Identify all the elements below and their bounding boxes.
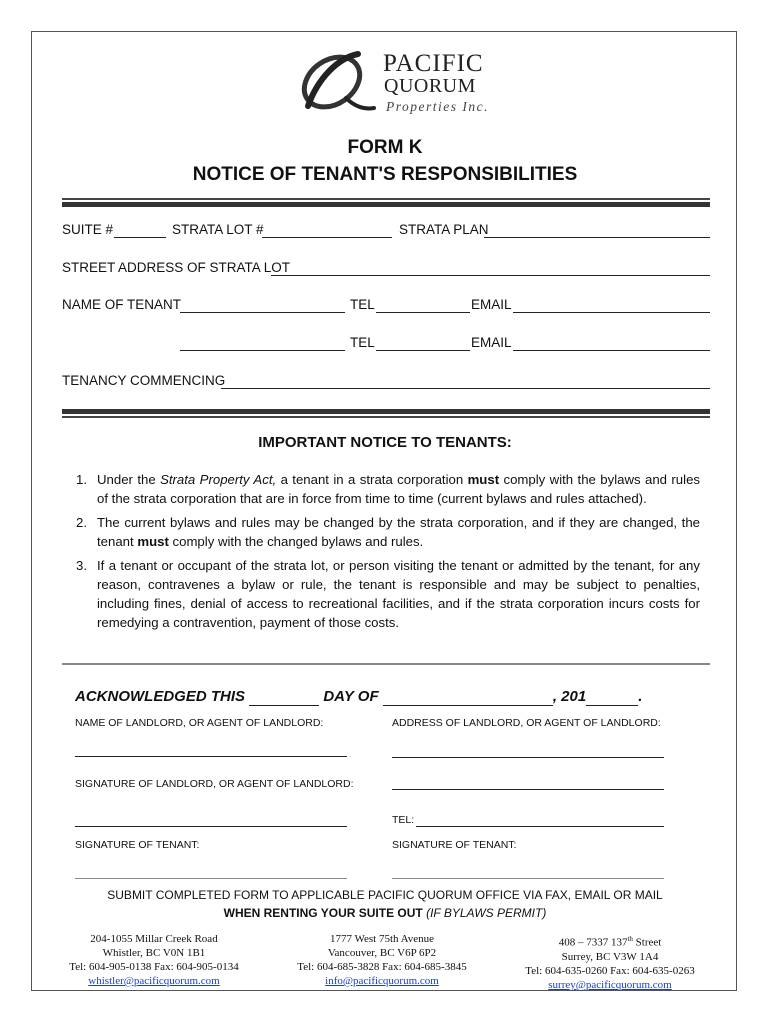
submit-instruction-bold: WHEN RENTING YOUR SUITE OUT [223, 906, 423, 920]
tenancy-commencing-input-line[interactable] [221, 388, 710, 389]
office-address: 1777 West 75th Avenue [329, 933, 435, 945]
submit-instruction-italic: (IF BYLAWS PERMIT) [422, 906, 547, 920]
ack-day-of: DAY OF [323, 688, 379, 705]
signature-tenant-right-input-line[interactable] [392, 878, 664, 879]
office-address [510, 932, 710, 950]
notice-bold-must: must [467, 472, 500, 487]
acknowledgement-line [75, 688, 642, 706]
ack-end: . [638, 688, 643, 705]
tenancy-commencing-label: TENANCY COMMENCING [62, 373, 226, 388]
office-address-post: Street [632, 936, 662, 949]
office-phones: Tel: 604-905-0138 Fax: 604-905-0134 [69, 961, 239, 973]
submit-instruction-1: SUBMIT COMPLETED FORM TO APPLICABLE PACIFIC QUORUM OFFICE VIA FAX, EMAIL OR MAIL [107, 888, 663, 902]
notice-item-2 [62, 513, 700, 551]
field-row-tenant-1 [62, 297, 710, 317]
pacific-quorum-logo-icon [288, 48, 378, 118]
strata-lot-input-line[interactable] [262, 237, 392, 238]
field-row-tenancy [62, 373, 710, 393]
office-phones: Tel: 604-635-0260 Fax: 604-635-0263 [525, 964, 695, 977]
ack-day-input-line[interactable] [249, 688, 319, 706]
notice-text: comply with the bylaws and rules of the strata corporation that are in force from time to time (current bylaws and rules attached). [97, 472, 700, 506]
office-vancouver [282, 932, 482, 988]
strata-plan-label: STRATA PLAN [399, 222, 489, 237]
signature-tenant-left-input-line[interactable] [75, 878, 347, 879]
logo-line-1: PACIFIC [383, 50, 484, 77]
street-address-label: STREET ADDRESS OF STRATA LOT [62, 260, 291, 275]
divider-mid-thick [62, 409, 710, 414]
form-subtitle: NOTICE OF TENANT'S RESPONSIBILITIES [192, 164, 578, 185]
strata-plan-input-line[interactable] [484, 237, 710, 238]
notice-heading: IMPORTANT NOTICE TO TENANTS: [258, 434, 512, 451]
notice-text: If a tenant or occupant of the strata lot, or person visiting the tenant or admitted by the tenant, for any reason, contravenes a bylaw or rule, the tenant is responsible and may be subject to penalties, including fines, denial of access to recreational facilities, and if the strata corporation incurs costs for remedying a contravention, payment of those costs. [97, 558, 700, 630]
signature-tenant-left-label: SIGNATURE OF TENANT: [75, 839, 200, 851]
address-landlord-input-line-2[interactable] [392, 789, 664, 790]
office-whistler [54, 932, 254, 988]
email-label: EMAIL [471, 297, 512, 312]
tenant-name-2-input-line[interactable] [180, 350, 345, 351]
notice-list [62, 470, 700, 637]
address-landlord-label: ADDRESS OF LANDLORD, OR AGENT OF LANDLORD: [392, 717, 661, 729]
tel-label-2: TEL [350, 335, 375, 350]
office-address-pre: 408 – 7337 137 [558, 936, 628, 949]
office-address-sup: th [627, 935, 633, 943]
office-surrey [510, 932, 710, 992]
notice-text: The current bylaws and rules may be changed by the strata corporation, and if they are changed, the tenant [97, 515, 700, 549]
divider-top-thin [62, 198, 710, 200]
street-address-input-line[interactable] [271, 275, 710, 276]
email-input-line[interactable] [513, 312, 710, 313]
field-row-street-address [62, 260, 710, 280]
notice-italic-act: Strata Property Act, [160, 472, 277, 487]
notice-item-3 [62, 556, 700, 632]
office-phones: Tel: 604-685-3828 Fax: 604-685-3845 [297, 961, 467, 973]
tel-input-line[interactable] [376, 312, 470, 313]
signature-landlord-label: SIGNATURE OF LANDLORD, OR AGENT OF LANDLORD: [75, 778, 354, 790]
divider-grey [62, 663, 710, 665]
notice-item-number: 3. [76, 558, 87, 573]
form-title: FORM K [347, 137, 423, 158]
office-email-link[interactable]: info@pacificquorum.com [325, 975, 439, 987]
notice-item-1 [62, 470, 700, 508]
tel-landlord-label: TEL: [392, 814, 415, 826]
signature-landlord-input-line[interactable] [75, 826, 347, 827]
logo-line-3: Properties Inc. [386, 99, 489, 114]
office-email-link[interactable]: surrey@pacificquorum.com [548, 978, 672, 991]
tel-landlord-input-line[interactable] [416, 826, 664, 827]
notice-text: comply with the changed bylaws and rules. [168, 534, 424, 549]
suite-input-line[interactable] [114, 237, 166, 238]
submit-instruction-2 [0, 906, 770, 920]
signature-tenant-right-label: SIGNATURE OF TENANT: [392, 839, 517, 851]
name-landlord-input-line[interactable] [75, 756, 347, 757]
tenant-name-input-line[interactable] [180, 312, 345, 313]
field-row-suite [62, 222, 710, 242]
name-landlord-label: NAME OF LANDLORD, OR AGENT OF LANDLORD: [75, 717, 324, 729]
ack-year-input-line[interactable] [586, 688, 638, 706]
field-row-tenant-2 [62, 335, 710, 355]
office-email-link[interactable]: whistler@pacificquorum.com [88, 975, 220, 987]
logo-line-2: QUORUM [384, 75, 476, 97]
tel-2-input-line[interactable] [376, 350, 470, 351]
address-landlord-input-line-1[interactable] [392, 757, 664, 758]
notice-text: a tenant in a strata corporation [276, 472, 468, 487]
ack-month-input-line[interactable] [383, 688, 553, 706]
ack-prefix: ACKNOWLEDGED THIS [75, 688, 245, 705]
name-of-tenant-label: NAME OF TENANT [62, 297, 182, 312]
office-city: Vancouver, BC V6P 6P2 [327, 947, 437, 959]
email-label-2: EMAIL [471, 335, 512, 350]
office-city: Surrey, BC V3W 1A4 [561, 950, 659, 963]
email-2-input-line[interactable] [513, 350, 710, 351]
divider-top-thick [62, 202, 710, 207]
notice-item-number: 1. [76, 472, 87, 487]
suite-label: SUITE # [62, 222, 114, 237]
notice-text: Under the [97, 472, 161, 487]
strata-lot-label: STRATA LOT # [172, 222, 264, 237]
tel-label: TEL [350, 297, 375, 312]
ack-year-prefix: , 201 [552, 688, 587, 705]
notice-bold-must: must [137, 534, 169, 549]
divider-mid-thin [62, 416, 710, 418]
notice-item-number: 2. [76, 515, 87, 530]
office-city: Whistler, BC V0N 1B1 [102, 947, 206, 959]
office-address: 204-1055 Millar Creek Road [90, 933, 218, 945]
